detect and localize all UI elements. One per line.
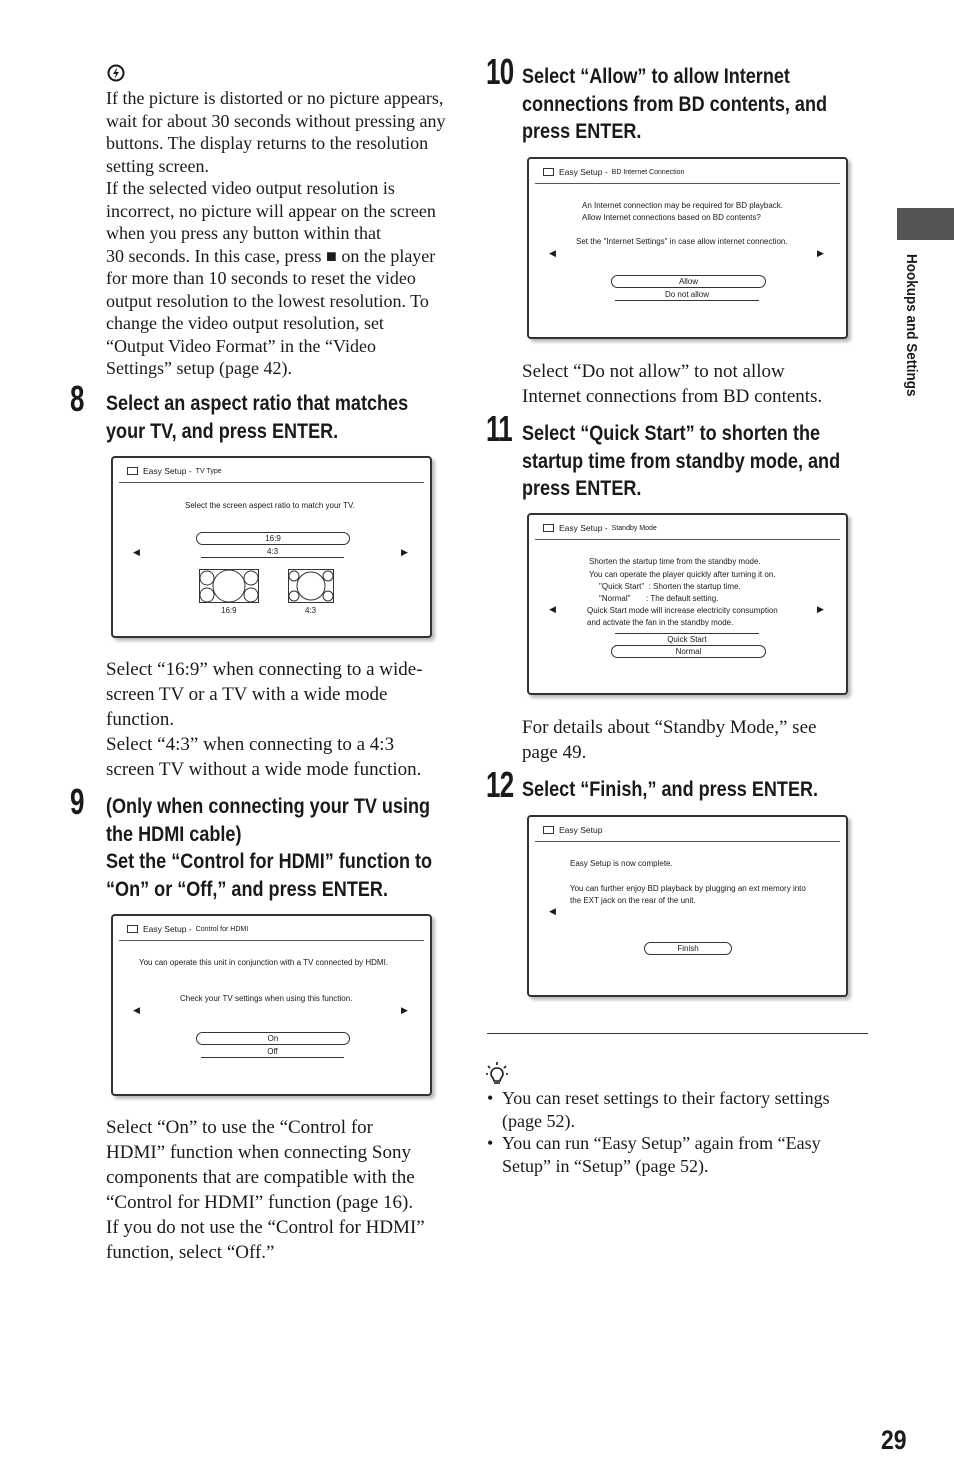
divider [119, 482, 424, 483]
note-line: setting screen. [106, 155, 209, 176]
setup-icon [543, 524, 555, 533]
setup-icon [127, 925, 139, 934]
divider [535, 841, 840, 842]
screen-subtitle: BD Internet Connection [611, 168, 685, 176]
screen-header [543, 825, 602, 835]
standard-screen-image [288, 569, 334, 603]
tip-line: (page 52). [502, 1110, 575, 1131]
screen-title: Easy Setup - [143, 924, 192, 934]
tip-line: Setup” in “Setup” (page 52). [502, 1155, 709, 1176]
side-tab-label: Hookups and Settings [903, 254, 920, 397]
note-line: for more than 10 seconds to reset the video [106, 268, 416, 288]
step-8-heading-line: Select an aspect ratio that matches [106, 392, 409, 415]
step-10-body [522, 359, 882, 409]
tips-divider [487, 1033, 868, 1034]
arrow-left-icon[interactable]: ◀ [133, 1005, 140, 1015]
setup-icon [127, 467, 139, 476]
option-4-3[interactable]: 4:3 [201, 546, 344, 558]
screen-line: You can operate the player quickly after turning it on. [589, 570, 776, 579]
screen-line: Easy Setup is now complete. [570, 859, 673, 868]
step-11-heading-line: startup time from standby mode, and [522, 449, 841, 473]
screen-line: You can further enjoy BD playback by plugging an ext memory into [570, 884, 806, 893]
screen-header [543, 523, 657, 533]
divider [535, 539, 840, 540]
note-line: If the selected video output resolution is [106, 178, 395, 198]
screen-title: Easy Setup - [559, 523, 608, 533]
tip-icon [486, 1062, 508, 1086]
note-line: wait for about 30 seconds without pressing any [106, 110, 446, 131]
side-tab-marker [897, 208, 954, 240]
screen-header [127, 924, 248, 934]
step-8-heading [106, 390, 408, 445]
note-line: “Output Video Format” in the “Video [106, 335, 376, 356]
step-9-heading-line: “On” or “Off,” and press ENTER. [106, 877, 388, 901]
screen-subtitle: Control for HDMI [195, 925, 249, 933]
bullet-icon: • [487, 1088, 494, 1108]
option-16-9[interactable]: 16:9 [196, 532, 350, 545]
screen-title: Easy Setup - [143, 466, 192, 476]
arrow-right-icon[interactable]: ▶ [817, 604, 824, 614]
arrow-right-icon[interactable]: ▶ [401, 547, 408, 557]
divider [535, 183, 840, 184]
option-normal[interactable]: Normal [611, 645, 766, 658]
divider [119, 940, 424, 941]
screen-header [127, 466, 222, 476]
screen-message: Select the screen aspect ratio to match your TV. [185, 501, 355, 510]
body-line: “Control for HDMI” function (page 16). [106, 1192, 414, 1213]
body-line: function. [106, 709, 175, 730]
body-line: screen TV without a wide mode function. [106, 759, 422, 780]
body-line: components that are compatible with the [106, 1167, 415, 1188]
arrow-right-icon[interactable]: ▶ [817, 248, 824, 258]
step-9-heading-line: Set the “Control for HDMI” function to [106, 850, 433, 873]
step-9-heading-line: the HDMI cable) [106, 822, 242, 846]
body-line: For details about “Standby Mode,” see [522, 717, 817, 738]
step-10-number: 10 [486, 51, 514, 92]
step-9-heading [106, 793, 432, 903]
body-line: page 49. [522, 742, 587, 763]
body-line: Select “Do not allow” to not allow [522, 361, 785, 382]
wide-screen-image [199, 569, 259, 603]
step-11-number: 11 [486, 408, 512, 449]
step-12-heading [522, 776, 818, 804]
note-line: 30 seconds. In this case, press ■ on the player [106, 245, 436, 266]
step-10-heading-line: Select “Allow” to allow Internet [522, 65, 790, 88]
step-11-heading-line: Select “Quick Start” to shorten the [522, 422, 821, 445]
step-8-number: 8 [70, 378, 84, 419]
arrow-left-icon[interactable]: ◀ [549, 248, 556, 258]
screen-message: Allow Internet connections based on BD contents? [582, 213, 761, 222]
step-10-heading [522, 63, 827, 146]
step-11-body [522, 715, 882, 765]
tip-line: You can reset settings to their factory settings [502, 1088, 830, 1108]
option-quick-start[interactable]: Quick Start [615, 633, 759, 646]
option-off[interactable]: Off [201, 1046, 344, 1058]
tv-type-screen [111, 456, 432, 638]
note-line: Settings” setup (page 42). [106, 358, 292, 378]
body-line: Select “4:3” when connecting to a 4:3 [106, 734, 395, 755]
arrow-left-icon[interactable]: ◀ [133, 547, 140, 557]
step-8-body [106, 657, 466, 782]
option-allow[interactable]: Allow [611, 275, 766, 288]
screen-title: Easy Setup - [559, 167, 608, 177]
note-line: If the picture is distorted or no picture appears, [106, 88, 444, 108]
screen-line: and activate the fan in the standby mode. [587, 618, 734, 627]
step-9-number: 9 [70, 781, 84, 822]
screen-header [543, 167, 684, 177]
tips-list [487, 1087, 857, 1177]
note-text [106, 87, 456, 380]
screen-title: Easy Setup [559, 825, 603, 835]
tip-item [487, 1132, 857, 1177]
tip-line: You can run “Easy Setup” again from “Easy [502, 1133, 821, 1153]
screen-subtitle: TV Type [195, 467, 222, 475]
tip-item [487, 1087, 857, 1132]
body-line: Select “16:9” when connecting to a wide- [106, 659, 423, 680]
finish-screen [527, 815, 848, 997]
bullet-icon: • [487, 1133, 494, 1153]
screen-line: Shorten the startup time from the standby mode. [589, 557, 761, 566]
step-10-heading-line: connections from BD contents, and [522, 92, 828, 116]
control-hdmi-screen [111, 914, 432, 1096]
body-line: Internet connections from BD contents. [522, 386, 823, 407]
note-line: buttons. The display returns to the resolution [106, 133, 429, 153]
screen-message: Check your TV settings when using this function. [180, 994, 353, 1003]
screen-message: An Internet connection may be required for BD playback. [582, 201, 783, 210]
body-line: screen TV or a TV with a wide mode [106, 684, 388, 705]
option-on[interactable]: On [196, 1032, 350, 1045]
page-number: 29 [881, 1425, 907, 1455]
note-icon [107, 64, 125, 82]
note-line: change the video output resolution, set [106, 313, 384, 333]
step-10-heading-line: press ENTER. [522, 120, 642, 143]
screen-line: "Quick Start" : Shorten the startup time. [599, 582, 741, 591]
image-label-4-3: 4:3 [305, 606, 317, 615]
step-9-body [106, 1115, 466, 1265]
arrow-right-icon[interactable]: ▶ [401, 1005, 408, 1015]
body-line: HDMI” function when connecting Sony [106, 1142, 411, 1163]
arrow-left-icon[interactable]: ◀ [549, 604, 556, 614]
finish-button[interactable]: Finish [644, 942, 732, 955]
setup-icon [543, 168, 555, 177]
standby-mode-screen [527, 513, 848, 695]
option-do-not-allow[interactable]: Do not allow [615, 289, 759, 301]
body-line: If you do not use the “Control for HDMI” [106, 1217, 425, 1238]
screen-message: You can operate this unit in conjunction with a TV connected by HDMI. [139, 958, 389, 967]
step-12-number: 12 [486, 764, 514, 805]
step-11-heading [522, 420, 840, 503]
image-label-16-9: 16:9 [221, 606, 237, 615]
arrow-left-icon[interactable]: ◀ [549, 906, 556, 916]
screen-line: "Normal" : The default setting. [599, 594, 719, 603]
step-8-heading-line: your TV, and press ENTER. [106, 419, 339, 443]
body-line: Select “On” to use the “Control for [106, 1117, 373, 1138]
screen-line: the EXT jack on the rear of the unit. [570, 896, 696, 905]
note-line: when you press any button within that [106, 223, 381, 243]
step-12-heading-line: Select “Finish,” and press ENTER. [522, 778, 819, 801]
screen-message: Set the "Internet Settings" in case allow internet connection. [576, 237, 788, 246]
note-line: output resolution to the lowest resolution. To [106, 290, 429, 311]
bd-internet-screen [527, 157, 848, 339]
setup-icon [543, 826, 555, 835]
body-line: function, select “Off.” [106, 1242, 275, 1263]
step-9-heading-line: (Only when connecting your TV using [106, 795, 431, 818]
step-11-heading-line: press ENTER. [522, 477, 642, 500]
screen-line: Quick Start mode will increase electricity consumption [587, 606, 778, 615]
note-line: incorrect, no picture will appear on the screen [106, 200, 436, 221]
screen-subtitle: Standby Mode [611, 524, 657, 532]
